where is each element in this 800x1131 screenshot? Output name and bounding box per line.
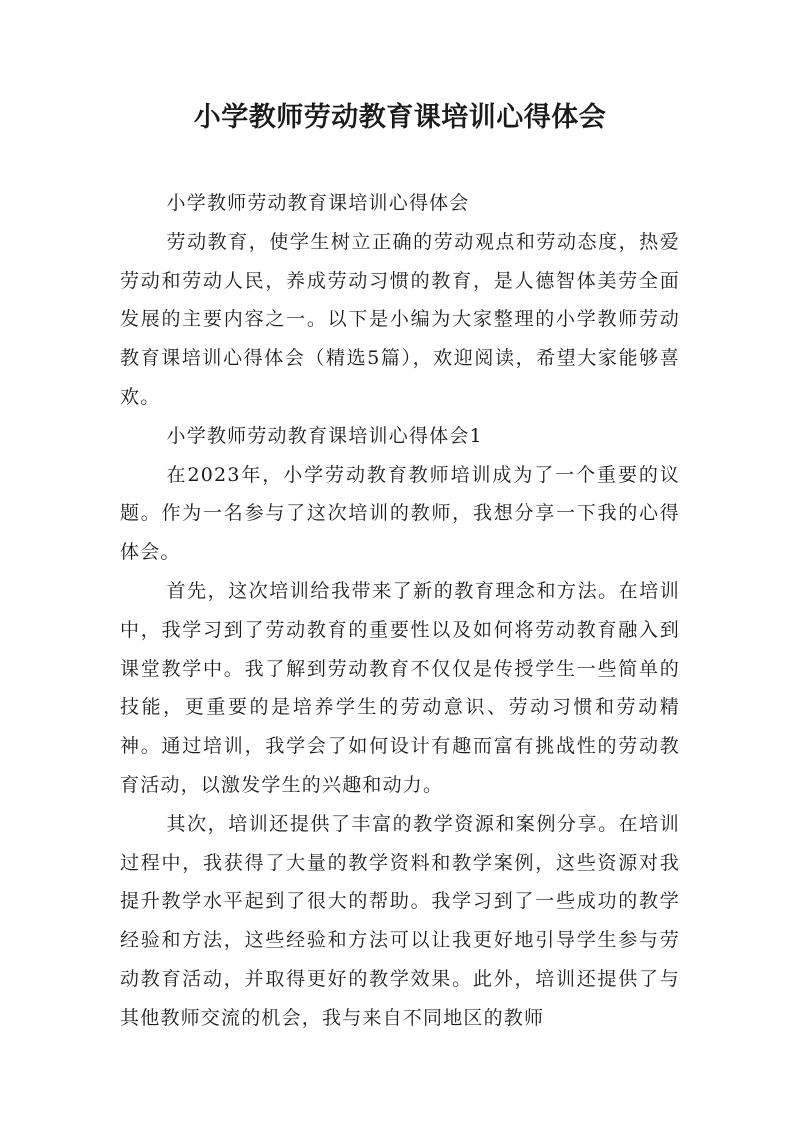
document-body xyxy=(120,184,680,1038)
paragraph: 首先，这次培训给我带来了新的教育理念和方法。在培训中，我学习到了劳动教育的重要性以及如何将劳动教育融入到课堂教学中。我了解到劳动教育不仅仅是传授学生一些简单的技能，更重要的是培养学生的劳动意识、劳动习惯和劳动精神。通过培训，我学会了如何设计有趣而富有挑战性的劳动教育活动，以激发学生的兴趣和动力。 xyxy=(120,579,680,796)
paragraph: 其次，培训还提供了丰富的教学资源和案例分享。在培训过程中，我获得了大量的教学资料和教学案例，这些资源对我提升教学水平起到了很大的帮助。我学习到了一些成功的教学经验和方法，这些经验和方法可以让我更好地引导学生参与劳动教育活动，并取得更好的教学效果。此外，培训还提供了与其他教师交流的机会，我与来自不同地区的教师 xyxy=(120,812,680,1029)
paragraph-section-heading: 小学教师劳动教育课培训心得体会1 xyxy=(166,424,483,447)
paragraph: 在2023年，小学劳动教育教师培训成为了一个重要的议题。作为一名参与了这次培训的教师，我想分享一下我的心得体会。 xyxy=(120,463,680,564)
document-title: 小学教师劳动教育课培训心得体会 xyxy=(193,102,607,133)
paragraph-subtitle: 小学教师劳动教育课培训心得体会 xyxy=(166,192,470,214)
paragraph-intro: 劳动教育，使学生树立正确的劳动观点和劳动态度，热爱劳动和劳动人民，养成劳动习惯的教育，是人德智体美劳全面发展的主要内容之一。以下是小编为大家整理的小学教师劳动教育课培训心得体会（精选5篇），欢迎阅读，希望大家能够喜欢。 xyxy=(120,230,680,408)
